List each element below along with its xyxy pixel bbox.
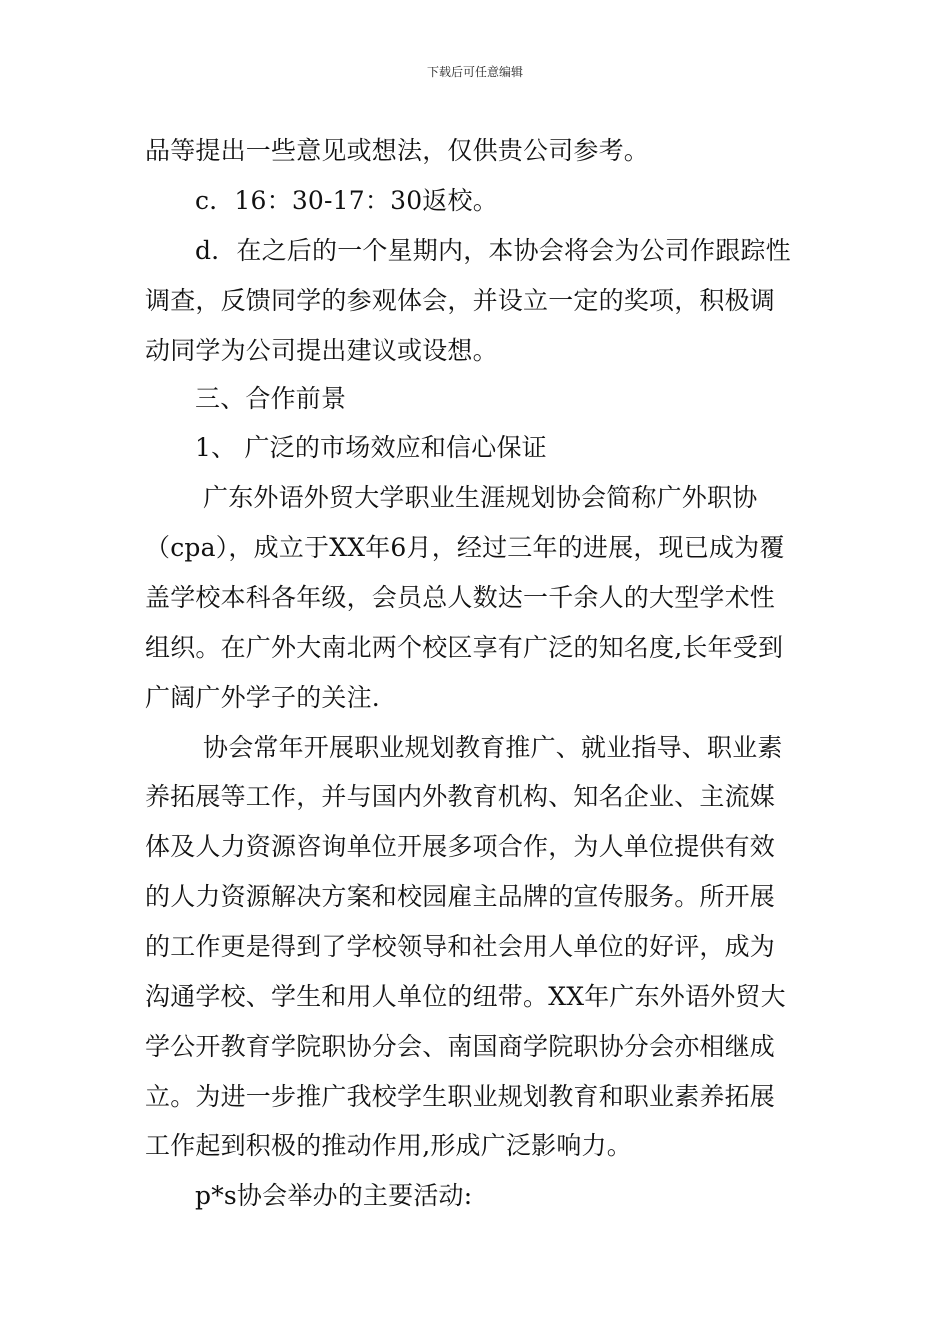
text-line: 学公开教育学院职协分会、南国商学院职协分会亦相继成 bbox=[145, 1032, 776, 1061]
text-line: 调查，反馈同学的参观体会，并设立一定的奖项，积极调 bbox=[145, 286, 776, 315]
subsection-heading: 1、 广泛的市场效应和信心保证 bbox=[195, 433, 547, 462]
text-line: 的工作更是得到了学校领导和社会用人单位的好评，成为 bbox=[145, 932, 776, 961]
text-line: 养拓展等工作，并与国内外教育机构、知名企业、主流媒 bbox=[145, 782, 776, 811]
text-line: 的人力资源解决方案和校园雇主品牌的宣传服务。所开展 bbox=[145, 882, 776, 911]
text-line: p*s协会举办的主要活动: bbox=[195, 1181, 473, 1210]
text-line: 广东外语外贸大学职业生涯规划协会简称广外职协 bbox=[203, 483, 758, 512]
page-header: 下载后可任意编辑 bbox=[426, 65, 523, 79]
text-line: 沟通学校、学生和用人单位的纽带。XX年广东外语外贸大 bbox=[145, 982, 786, 1011]
text-line: 盖学校本科各年级，会员总人数达一千余人的大型学术性 bbox=[145, 583, 776, 612]
text-line: 动同学为公司提出建议或设想。 bbox=[145, 336, 498, 365]
text-line: 组织。在广外大南北两个校区享有广泛的知名度,长年受到 bbox=[145, 633, 784, 662]
text-line: 广阔广外学子的关注. bbox=[145, 683, 380, 712]
text-line: 协会常年开展职业规划教育推广、就业指导、职业素 bbox=[203, 733, 783, 762]
section-heading: 三、合作前景 bbox=[195, 384, 347, 413]
text-line: 体及人力资源咨询单位开展多项合作，为人单位提供有效 bbox=[145, 832, 776, 861]
text-line: 品等提出一些意见或想法，仅供贵公司参考。 bbox=[145, 136, 650, 165]
text-line: c．16：30-17：30返校。 bbox=[195, 186, 498, 215]
text-line: 工作起到积极的推动作用,形成广泛影响力。 bbox=[145, 1131, 632, 1160]
text-line: 立。为进一步推广我校学生职业规划教育和职业素养拓展 bbox=[145, 1082, 776, 1111]
text-line: （cpa），成立于XX年6月，经过三年的进展，现已成为覆 bbox=[145, 533, 785, 562]
text-line: d．在之后的一个星期内，本协会将会为公司作跟踪性 bbox=[195, 236, 791, 265]
